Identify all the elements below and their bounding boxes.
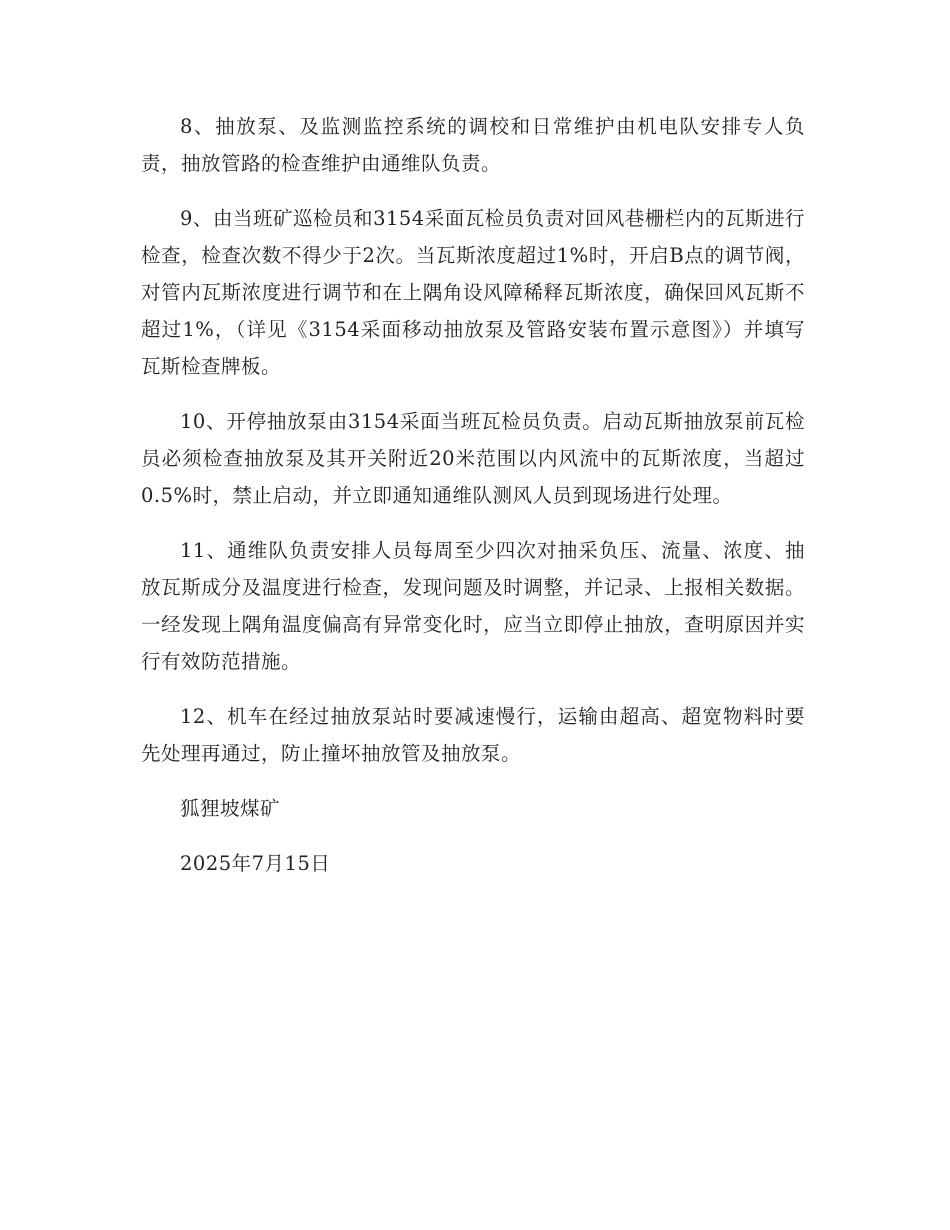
- paragraph-item-9: 9、由当班矿巡检员和3154采面瓦检员负责对回风巷栅栏内的瓦斯进行检查，检查次数不得少于2次。当瓦斯浓度超过1%时，开启B点的调节阀，对管内瓦斯浓度进行调节和在上隅角设风障稀释瓦斯浓度，确保回风瓦斯不超过1%，（详见《3154采面移动抽放泵及管路安装布置示意图》）并填写瓦斯检查牌板。: [141, 207, 805, 378]
- paragraph-item-12: 12、机车在经过抽放泵站时要减速慢行，运输由超高、超宽物料时要先处理再通过，防止撞坏抽放管及抽放泵。: [141, 705, 805, 765]
- paragraph-item-10: 10、开停抽放泵由3154采面当班瓦检员负责。启动瓦斯抽放泵前瓦检员必须检查抽放泵及其开关附近20米范围以内风流中的瓦斯浓度，当超过0.5%时，禁止启动，并立即通知通维队测风人员到现场进行处理。: [141, 410, 805, 507]
- signature-date: 2025年7月15日: [180, 852, 331, 875]
- document-body: [141, 108, 805, 900]
- paragraph-item-11: 11、通维队负责安排人员每周至少四次对抽采负压、流量、浓度、抽放瓦斯成分及温度进行检查，发现问题及时调整，并记录、上报相关数据。一经发现上隅角温度偏高有异常变化时，应当立即停止抽放，查明原因并实行有效防范措施。: [141, 539, 805, 673]
- signature-organization: 狐狸坡煤矿: [180, 797, 281, 820]
- paragraph-item-8: 8、抽放泵、及监测监控系统的调校和日常维护由机电队安排专人负责，抽放管路的检查维护由通维队负责。: [141, 115, 805, 175]
